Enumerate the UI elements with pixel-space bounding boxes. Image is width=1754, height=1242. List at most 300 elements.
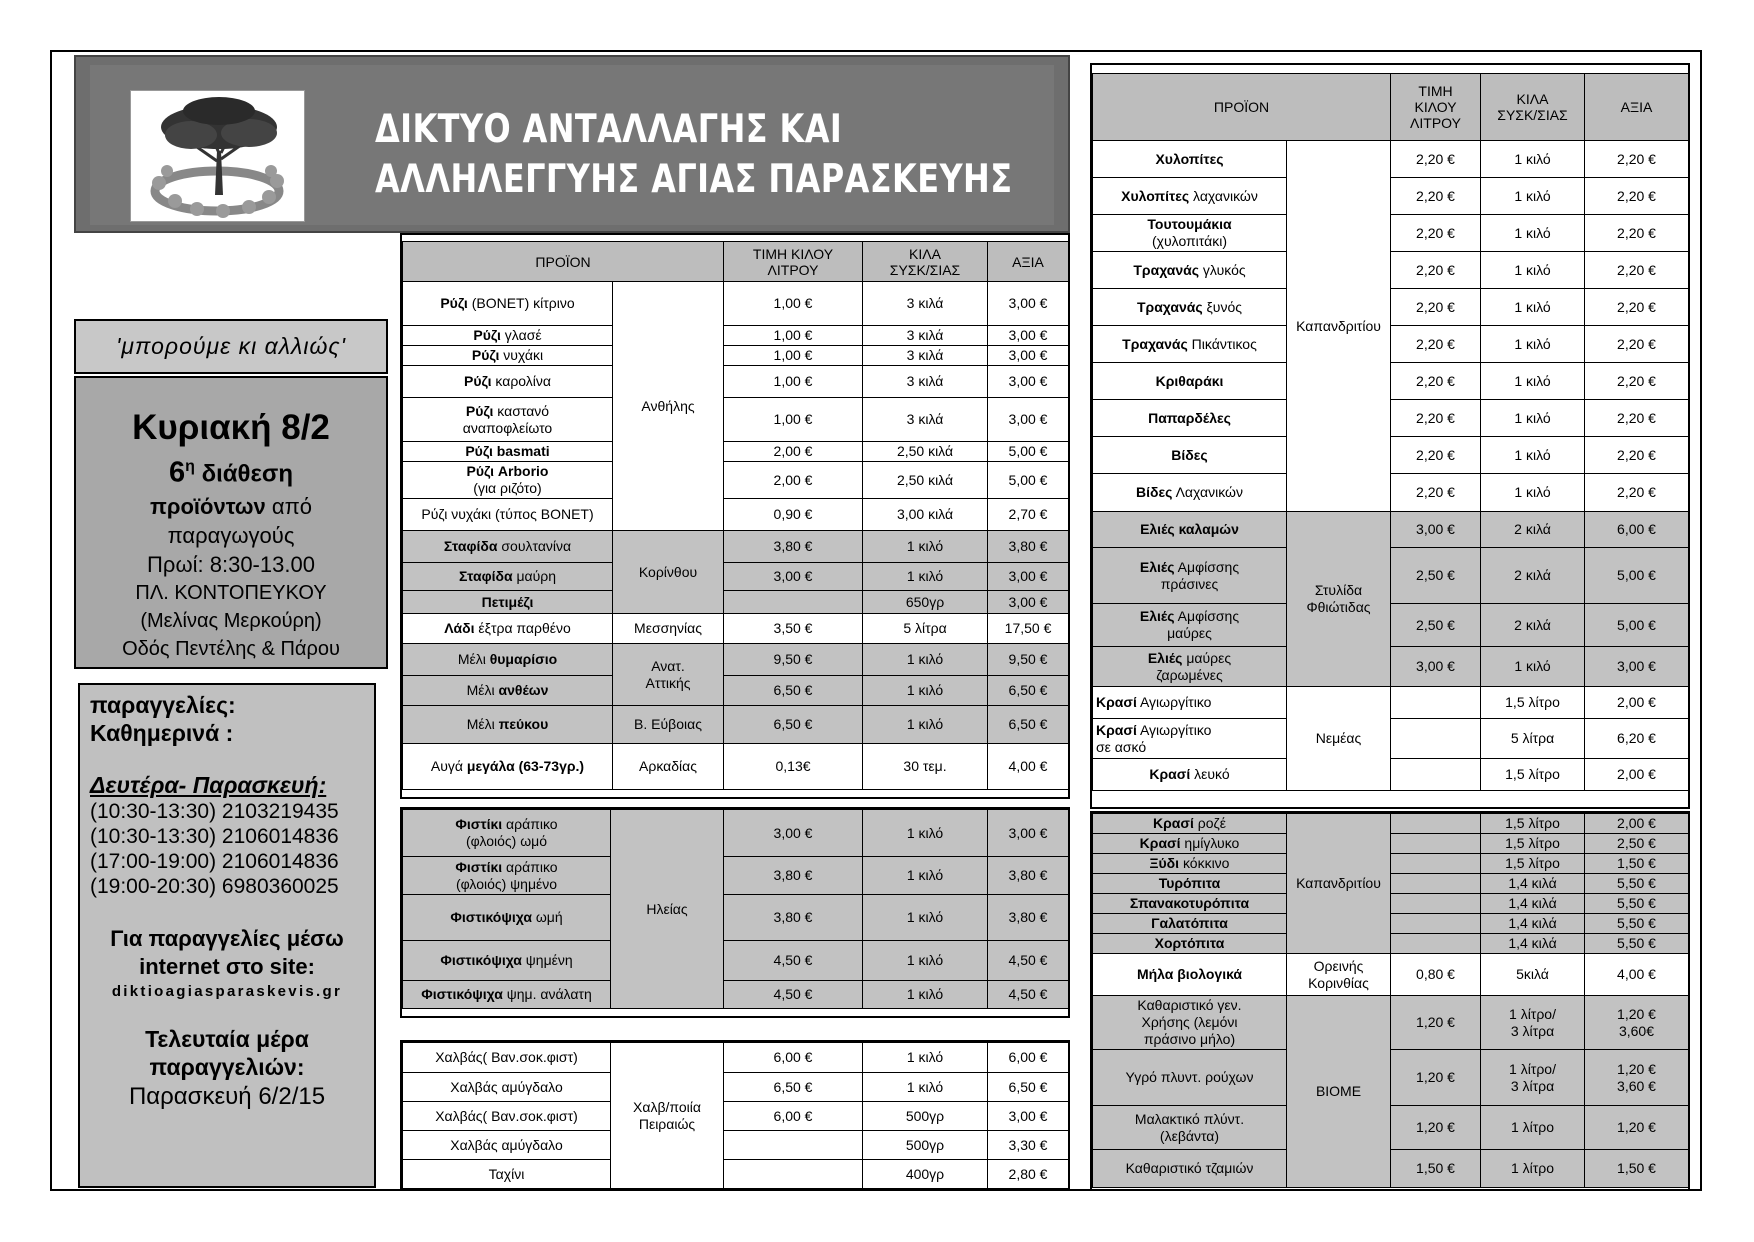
value-cell: 3,00 € (988, 1102, 1069, 1131)
qty-cell: 3 κιλά (863, 326, 988, 346)
table-row (403, 499, 1069, 531)
price-cell: 3,80 € (724, 857, 863, 895)
product-cell: Μέλι θυμαρίσιο (403, 644, 613, 676)
value-cell: 2,20 € (1585, 326, 1689, 363)
table-header (1093, 74, 1689, 141)
table-row (1093, 1106, 1689, 1150)
value-cell: 4,50 € (988, 941, 1069, 981)
table-row (403, 442, 1069, 462)
table-row (403, 1160, 1069, 1189)
price-cell: 0,80 € (1391, 954, 1481, 996)
table-row (1093, 548, 1689, 604)
qty-cell: 1 κιλό (863, 1073, 988, 1102)
qty-cell: 1 κιλό (863, 857, 988, 895)
product-cell: Φιστίκι αράπικο (φλοιός) ωμό (403, 810, 611, 857)
value-cell: 5,00 € (1585, 604, 1689, 647)
value-cell: 1,50 € (1585, 1150, 1689, 1188)
product-cell: Τουτουμάκια (χυλοπιτάκι) (1093, 215, 1287, 252)
value-cell: 2,20 € (1585, 141, 1689, 178)
product-cell: Κρασί Αγιωργίτικο (1093, 687, 1287, 719)
table-row (403, 744, 1069, 790)
origin-cell: Χαλβ/ποιία Πειραιώς (611, 1043, 724, 1189)
col-qty: ΚΙΛΑ ΣΥΣΚ/ΣΙΑΣ (1481, 74, 1585, 141)
table-row (403, 706, 1069, 744)
event-place-2: (Μελίνας Μερκούρη) (140, 609, 322, 632)
price-cell: 4,50 € (724, 941, 863, 981)
product-cell: Ρύζι Arborio (για ριζότο) (403, 462, 613, 499)
value-cell: 2,80 € (988, 1160, 1069, 1189)
last-day-2: παραγγελιών: (149, 1054, 305, 1080)
page-title (375, 105, 1012, 205)
table-row (1093, 289, 1689, 326)
qty-cell: 1 κιλό (1481, 141, 1585, 178)
table-row (1093, 1150, 1689, 1188)
col-value: ΑΞΙΑ (988, 242, 1069, 282)
product-cell: Μαλακτικό πλύντ. (λεβάντα) (1093, 1106, 1287, 1150)
price-cell: 9,50 € (724, 644, 863, 676)
table-row (403, 366, 1069, 398)
price-cell: 1,00 € (724, 346, 863, 366)
orders-box (78, 683, 376, 1188)
value-cell: 1,20 € 3,60€ (1585, 996, 1689, 1050)
title-line-1: ΔΙΚΤΥΟ ΑΝΤΑΛΛΑΓΗΣ ΚΑΙ (375, 107, 843, 152)
value-cell: 2,20 € (1585, 474, 1689, 512)
qty-cell: 1 κιλό (863, 706, 988, 744)
qty-cell: 1 κιλό (863, 981, 988, 1009)
qty-cell: 500γρ (863, 1131, 988, 1160)
product-cell: Χορτόπιτα (1093, 934, 1287, 954)
col-qty (863, 242, 988, 282)
product-cell: Γαλατόπιτα (1093, 914, 1287, 934)
value-cell: 1,50 € (1585, 854, 1689, 874)
event-num: 6 (168, 456, 186, 489)
product-cell: Ρύζι νυχάκι (403, 346, 613, 366)
price-cell: 3,00 € (724, 563, 863, 591)
qty-cell: 2 κιλά (1481, 512, 1585, 548)
value-cell: 1,20 € (1585, 1106, 1689, 1150)
value-cell: 6,50 € (988, 1073, 1069, 1102)
price-cell: 6,00 € (724, 1102, 863, 1131)
value-cell: 2,20 € (1585, 252, 1689, 289)
event-place: ΠΛ. ΚΟΝΤΟΠΕΥΚΟΥ (135, 581, 327, 604)
product-cell: Ελιές Αμφίσσης πράσινες (1093, 548, 1287, 604)
table-row (1093, 437, 1689, 474)
table-row (403, 981, 1069, 1009)
qty-cell: 1 λίτρο/ 3 λίτρα (1481, 996, 1585, 1050)
col-price: ΤΙΜΗ ΚΙΛΟΥ ΛΙΤΡΟΥ (1391, 74, 1481, 141)
price-cell (1391, 814, 1481, 834)
table-row (403, 531, 1069, 563)
qty-cell: 1,5 λίτρο (1481, 834, 1585, 854)
price-cell: 3,50 € (724, 614, 863, 644)
qty-cell: 1 λίτρο (1481, 1106, 1585, 1150)
title-line-2: ΑΛΛΗΛΕΓΓΥΗΣ ΑΓΙΑΣ ΠΑΡΑΣΚΕΥΗΣ (375, 157, 1013, 202)
product-cell: Τραχανάς ξυνός (1093, 289, 1287, 326)
product-cell: Κρασί λευκό (1093, 759, 1287, 791)
value-cell: 5,50 € (1585, 894, 1689, 914)
value-cell: 4,00 € (1585, 954, 1689, 996)
product-cell: Ρύζι καστανό αναποφλείωτο (403, 398, 613, 442)
qty-cell: 1,5 λίτρο (1481, 814, 1585, 834)
table-row (403, 1043, 1069, 1073)
price-cell: 1,50 € (1391, 1150, 1481, 1188)
table-row (1093, 914, 1689, 934)
origin-cell: Ορεινής Κορινθίας (1287, 954, 1391, 996)
value-cell: 5,50 € (1585, 934, 1689, 954)
qty-cell: 2,50 κιλά (863, 462, 988, 499)
origin-cell: Β. Εύβοιας (613, 706, 724, 744)
value-cell: 3,00 € (988, 282, 1069, 326)
price-cell (1391, 759, 1481, 791)
table-row (1093, 719, 1689, 759)
price-cell: 2,20 € (1391, 363, 1481, 400)
origin-cell: Αρκαδίας (613, 744, 724, 790)
price-cell: 2,20 € (1391, 215, 1481, 252)
product-cell: Σταφίδα μαύρη (403, 563, 613, 591)
event-box (74, 376, 388, 669)
product-cell: Λάδι έξτρα παρθένο (403, 614, 613, 644)
col-product: ΠΡΟΪΟΝ (403, 242, 724, 282)
price-cell: 6,50 € (724, 706, 863, 744)
col-price-1: ΤΙΜΗ ΚΙΛΟΥ (752, 245, 834, 262)
table-row (1093, 759, 1689, 791)
slogan: 'μπορούμε κι αλλιώς' (74, 319, 388, 374)
products-table-4 (1092, 73, 1689, 791)
price-cell (1391, 874, 1481, 894)
qty-cell: 3 κιλά (863, 346, 988, 366)
table-row (1093, 687, 1689, 719)
value-cell: 2,20 € (1585, 215, 1689, 252)
col-price (724, 242, 863, 282)
header-inner (90, 65, 1054, 225)
value-cell: 5,50 € (1585, 914, 1689, 934)
price-cell: 1,20 € (1391, 996, 1481, 1050)
qty-cell: 1,5 λίτρο (1481, 687, 1585, 719)
product-cell: Σταφίδα σουλτανίνα (403, 531, 613, 563)
price-cell (1391, 854, 1481, 874)
table-row (403, 398, 1069, 442)
product-cell: Ελιές Αμφίσσης μαύρες (1093, 604, 1287, 647)
table-header (403, 242, 1069, 282)
table-row (1093, 604, 1689, 647)
product-cell: Μέλι ανθέων (403, 676, 613, 706)
qty-cell: 1,5 λίτρο (1481, 854, 1585, 874)
qty-cell: 1,5 λίτρο (1481, 759, 1585, 791)
value-cell: 6,50 € (988, 706, 1069, 744)
price-cell: 0,90 € (724, 499, 863, 531)
col-price-2: ΛΙΤΡΟΥ (767, 261, 819, 278)
products-table-5 (1092, 813, 1689, 1188)
product-cell: Ρύζι basmati (403, 442, 613, 462)
products-table-3 (402, 1042, 1069, 1189)
value-cell: 3,30 € (988, 1131, 1069, 1160)
origin-cell: Ανατ. Αττικής (613, 644, 724, 706)
origin-cell: Καπανδριτίου (1287, 814, 1391, 954)
product-cell: Κρασί Αγιωργίτικο σε ασκό (1093, 719, 1287, 759)
table-row (1093, 854, 1689, 874)
value-cell: 17,50 € (988, 614, 1069, 644)
product-cell: Χαλβάς( Βαν.σοκ.φιστ) (403, 1043, 611, 1073)
event-day: Κυριακή 8/2 (132, 408, 330, 447)
table-row (403, 644, 1069, 676)
qty-cell: 1,4 κιλά (1481, 914, 1585, 934)
price-cell: 2,20 € (1391, 289, 1481, 326)
table-row (1093, 894, 1689, 914)
qty-cell: 3,00 κιλά (863, 499, 988, 531)
orders-daily: Καθημερινά : (90, 720, 234, 746)
price-cell: 1,00 € (724, 326, 863, 346)
qty-cell: 1 κιλό (863, 644, 988, 676)
table-row (1093, 326, 1689, 363)
value-cell: 2,20 € (1585, 363, 1689, 400)
value-cell: 6,50 € (988, 676, 1069, 706)
table-row (403, 591, 1069, 614)
value-cell: 6,00 € (988, 1043, 1069, 1073)
qty-cell: 1 κιλό (1481, 252, 1585, 289)
qty-cell: 1 κιλό (1481, 400, 1585, 437)
price-cell: 2,00 € (724, 442, 863, 462)
product-cell: Βίδες Λαχανικών (1093, 474, 1287, 512)
qty-cell: 1 κιλό (1481, 437, 1585, 474)
qty-cell: 1 λίτρο/ 3 λίτρα (1481, 1050, 1585, 1106)
qty-cell: 5 λίτρα (863, 614, 988, 644)
price-cell: 1,20 € (1391, 1106, 1481, 1150)
value-cell: 2,20 € (1585, 289, 1689, 326)
value-cell: 3,00 € (988, 563, 1069, 591)
price-cell (1391, 687, 1481, 719)
value-cell: 2,70 € (988, 499, 1069, 531)
qty-cell: 1 κιλό (1481, 474, 1585, 512)
value-cell: 2,00 € (1585, 814, 1689, 834)
table-row (1093, 647, 1689, 687)
web-line-1: Για παραγγελίες μέσω (110, 926, 344, 951)
value-cell: 2,20 € (1585, 178, 1689, 215)
event-num-sup: η (185, 458, 195, 475)
table-row (1093, 834, 1689, 854)
origin-cell: Νεμέας (1287, 687, 1391, 791)
phone-4: (19:00-20:30) 6980360025 (90, 875, 339, 898)
last-day-1: Τελευταία μέρα (145, 1026, 309, 1052)
value-cell: 4,50 € (988, 981, 1069, 1009)
qty-cell: 1 κιλό (863, 676, 988, 706)
event-line-4: παραγωγούς (167, 522, 295, 548)
product-cell: Τυρόπιτα (1093, 874, 1287, 894)
qty-cell: 1 κιλό (1481, 363, 1585, 400)
qty-cell: 400γρ (863, 1160, 988, 1189)
qty-cell: 2 κιλά (1481, 604, 1585, 647)
col-qty-2: ΣΥΣΚ/ΣΙΑΣ (889, 261, 961, 278)
qty-cell: 1 κιλό (863, 941, 988, 981)
price-cell: 2,20 € (1391, 141, 1481, 178)
product-cell: Ελιές μαύρες ζαρωμένες (1093, 647, 1287, 687)
value-cell: 2,20 € (1585, 400, 1689, 437)
qty-cell: 3 κιλά (863, 398, 988, 442)
origin-cell: ΒΙΟΜΕ (1287, 996, 1391, 1188)
value-cell: 3,00 € (988, 810, 1069, 857)
price-cell: 3,00 € (724, 810, 863, 857)
product-cell: Ελιές καλαμών (1093, 512, 1287, 548)
origin-cell: Καπανδριτίου (1287, 141, 1391, 512)
price-cell: 0,13€ (724, 744, 863, 790)
price-cell: 2,00 € (724, 462, 863, 499)
price-cell: 4,50 € (724, 981, 863, 1009)
value-cell: 5,50 € (1585, 874, 1689, 894)
qty-cell: 3 κιλά (863, 282, 988, 326)
col-value: ΑΞΙΑ (1585, 74, 1689, 141)
table-row (1093, 178, 1689, 215)
product-cell: Φιστικόψιχα ωμή (403, 895, 611, 941)
qty-cell: 1 κιλό (863, 895, 988, 941)
qty-cell: 1 κιλό (1481, 215, 1585, 252)
table-row (403, 1073, 1069, 1102)
phone-1: (10:30-13:30) 2103219435 (90, 800, 339, 823)
orders-days: Δευτέρα- Παρασκευή: (90, 772, 327, 798)
value-cell: 2,00 € (1585, 687, 1689, 719)
event-num-rest: διάθεση (194, 460, 293, 488)
value-cell: 4,00 € (988, 744, 1069, 790)
table-row (1093, 814, 1689, 834)
qty-cell: 1,4 κιλά (1481, 874, 1585, 894)
origin-cell: Μεσσηνίας (613, 614, 724, 644)
table-row (1093, 874, 1689, 894)
qty-cell: 1 κιλό (863, 563, 988, 591)
value-cell: 3,00 € (988, 326, 1069, 346)
product-cell: Χυλοπίτες (1093, 141, 1287, 178)
qty-cell: 1,4 κιλά (1481, 934, 1585, 954)
product-cell: Ξύδι κόκκινο (1093, 854, 1287, 874)
price-cell: 2,20 € (1391, 326, 1481, 363)
value-cell: 3,80 € (988, 895, 1069, 941)
origin-cell: Ανθήλης (613, 282, 724, 531)
table-row (403, 810, 1069, 857)
table-row (403, 857, 1069, 895)
site-link[interactable]: diktioagiasparaskevis.gr (111, 983, 343, 1000)
qty-cell: 3 κιλά (863, 366, 988, 398)
value-cell: 3,00 € (988, 591, 1069, 614)
logo (130, 90, 305, 222)
orders-title: παραγγελίες: (90, 692, 236, 718)
price-cell: 6,00 € (724, 1043, 863, 1073)
qty-cell: 30 τεμ. (863, 744, 988, 790)
last-day-3: Παρασκευή 6/2/15 (128, 1083, 326, 1110)
price-cell: 1,20 € (1391, 1050, 1481, 1106)
value-cell: 3,80 € (988, 531, 1069, 563)
price-cell (724, 591, 863, 614)
value-cell: 6,00 € (1585, 512, 1689, 548)
value-cell: 5,00 € (988, 462, 1069, 499)
table-row (1093, 363, 1689, 400)
price-cell: 2,20 € (1391, 474, 1481, 512)
event-street: Οδός Πεντέλης & Πάρου (122, 637, 340, 660)
phone-2: (10:30-13:30) 2106014836 (90, 825, 339, 848)
table-row (1093, 1050, 1689, 1106)
product-cell: Ρύζι νυχάκι (τύπος ΒΟΝΕΤ) (403, 499, 613, 531)
table-row (403, 326, 1069, 346)
price-cell (1391, 934, 1481, 954)
table-row (403, 282, 1069, 326)
table-row (1093, 141, 1689, 178)
price-cell: 2,50 € (1391, 604, 1481, 647)
value-cell: 1,20 € 3,60 € (1585, 1050, 1689, 1106)
value-cell: 6,20 € (1585, 719, 1689, 759)
qty-cell: 1 λίτρο (1481, 1150, 1585, 1188)
qty-cell: 2 κιλά (1481, 548, 1585, 604)
table-row (403, 346, 1069, 366)
product-cell: Χαλβάς αμύγδαλο (403, 1131, 611, 1160)
price-cell (1391, 719, 1481, 759)
price-cell: 3,80 € (724, 531, 863, 563)
product-cell: Ρύζι (ΒΟΝΕΤ) κίτρινο (403, 282, 613, 326)
products-table-1 (402, 241, 1069, 790)
qty-cell: 1 κιλό (863, 810, 988, 857)
value-cell: 2,00 € (1585, 759, 1689, 791)
price-cell: 2,50 € (1391, 548, 1481, 604)
product-cell: Αυγά μεγάλα (63-73γρ.) (403, 744, 613, 790)
price-cell: 1,00 € (724, 398, 863, 442)
price-cell: 2,20 € (1391, 178, 1481, 215)
tree-circle-logo-icon (131, 91, 304, 221)
product-cell: Κρασί ροζέ (1093, 814, 1287, 834)
col-qty-1: ΚΙΛΑ (909, 245, 941, 262)
value-cell: 5,00 € (988, 442, 1069, 462)
price-cell: 2,20 € (1391, 252, 1481, 289)
product-cell: Φιστίκι αράπικο (φλοιός) ψημένο (403, 857, 611, 895)
qty-cell: 5κιλά (1481, 954, 1585, 996)
event-line3-bold: προϊόντων (150, 493, 266, 519)
phone-3: (17:00-19:00) 2106014836 (90, 850, 339, 873)
table-row (403, 614, 1069, 644)
product-cell: Υγρό πλυντ. ρούχων (1093, 1050, 1287, 1106)
table-row (1093, 474, 1689, 512)
price-cell: 3,80 € (724, 895, 863, 941)
table-row (403, 563, 1069, 591)
qty-cell: 5 λίτρα (1481, 719, 1585, 759)
qty-cell: 1 κιλό (1481, 289, 1585, 326)
product-cell: Ρύζι γλασέ (403, 326, 613, 346)
qty-cell: 1,4 κιλά (1481, 894, 1585, 914)
price-cell: 1,00 € (724, 366, 863, 398)
product-cell: Πετιμέζι (403, 591, 613, 614)
product-cell: Χυλοπίτες λαχανικών (1093, 178, 1287, 215)
product-cell: Κριθαράκι (1093, 363, 1287, 400)
table-row (403, 941, 1069, 981)
web-line-2: internet στο site: (139, 954, 315, 979)
product-cell: Καθαριστικό τζαμιών (1093, 1150, 1287, 1188)
value-cell: 5,00 € (1585, 548, 1689, 604)
qty-cell: 650γρ (863, 591, 988, 614)
price-cell: 3,00 € (1391, 512, 1481, 548)
qty-cell: 1 κιλό (1481, 326, 1585, 363)
table-row (1093, 252, 1689, 289)
product-cell: Χαλβάς( Βαν.σοκ.φιστ) (403, 1102, 611, 1131)
price-cell (1391, 834, 1481, 854)
origin-cell: Κορίνθου (613, 531, 724, 614)
value-cell: 3,00 € (1585, 647, 1689, 687)
qty-cell: 2,50 κιλά (863, 442, 988, 462)
price-cell: 2,20 € (1391, 400, 1481, 437)
header-banner (74, 55, 1070, 233)
product-cell: Ταχίνι (403, 1160, 611, 1189)
value-cell: 9,50 € (988, 644, 1069, 676)
product-cell: Ρύζι καρολίνα (403, 366, 613, 398)
product-cell: Τραχανάς Πικάντικος (1093, 326, 1287, 363)
table-row (403, 1131, 1069, 1160)
qty-cell: 500γρ (863, 1102, 988, 1131)
price-cell (724, 1160, 863, 1189)
table-row (403, 1102, 1069, 1131)
product-cell: Τραχανάς γλυκός (1093, 252, 1287, 289)
col-product: ΠΡΟΪΟΝ (1093, 74, 1391, 141)
